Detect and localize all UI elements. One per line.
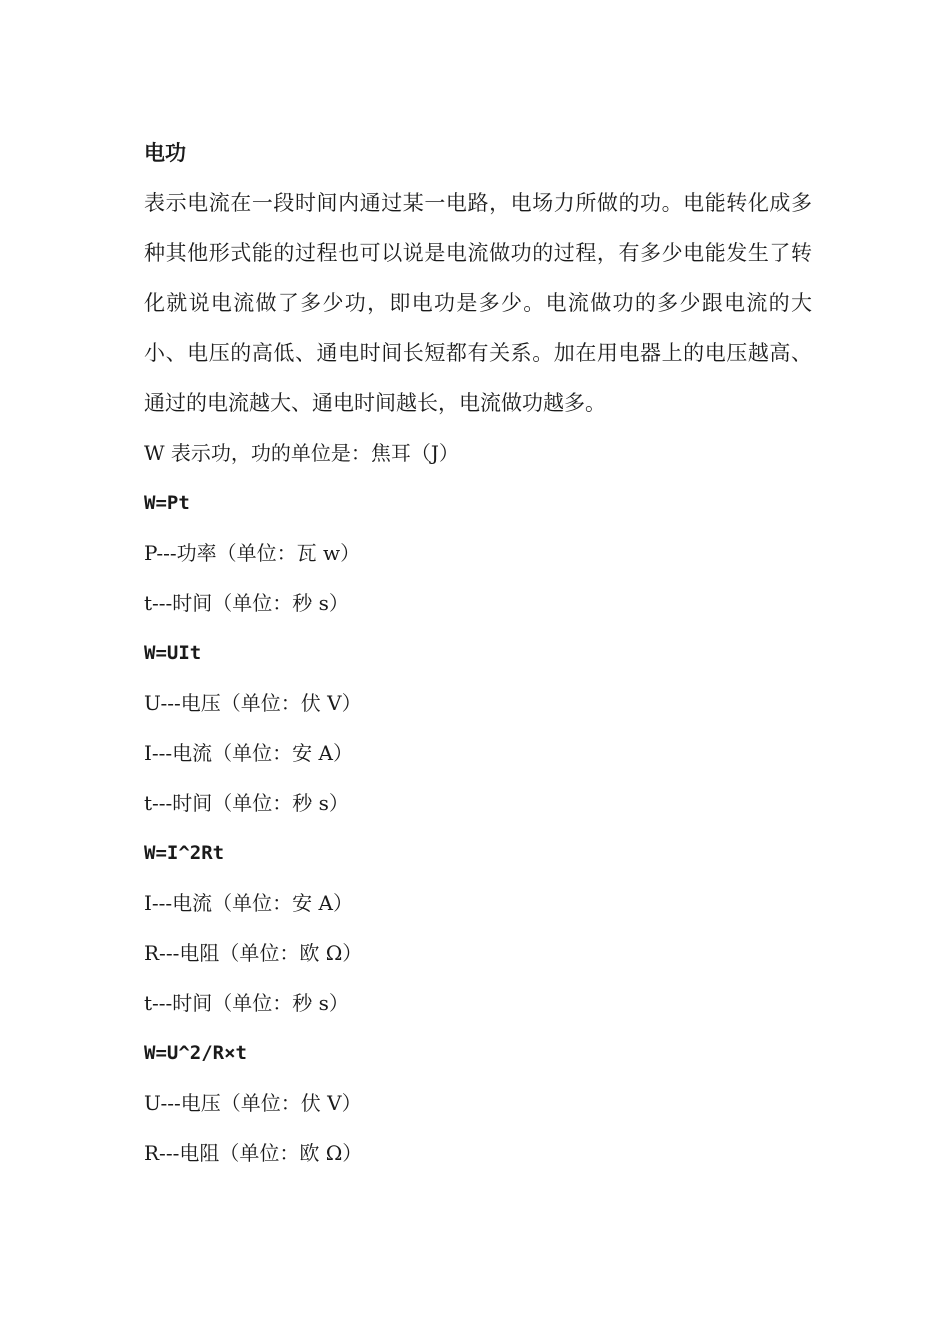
- variable-definition: t---时间（单位：秒 s）: [144, 591, 349, 615]
- variable-definition: t---时间（单位：秒 s）: [144, 791, 349, 815]
- variable-definition: t---时间（单位：秒 s）: [144, 991, 349, 1015]
- document-content: [144, 128, 812, 1178]
- section-title: 电功: [144, 140, 186, 165]
- formula-power-time: W=Pt: [144, 492, 190, 514]
- unit-definition: W 表示功，功的单位是：焦耳（J）: [144, 441, 459, 465]
- formula-voltage-squared-over-resistance: W=U^2/R×t: [144, 1042, 247, 1064]
- variable-definition: R---电阻（单位：欧 Ω）: [144, 941, 363, 965]
- variable-definition: I---电流（单位：安 A）: [144, 891, 353, 915]
- variable-definition: U---电压（单位：伏 V）: [144, 691, 362, 715]
- variable-definition: R---电阻（单位：欧 Ω）: [144, 1141, 363, 1165]
- intro-paragraph: 表示电流在一段时间内通过某一电路，电场力所做的功。电能转化成多种其他形式能的过程也可以说是电流做功的过程，有多少电能发生了转化就说电流做了多少功，即电功是多少。电流做功的多少跟电流的大小、电压的高低、通电时间长短都有关系。加在用电器上的电压越高、通过的电流越大、通电时间越长，电流做功越多。: [144, 191, 812, 415]
- variable-definition: P---功率（单位：瓦 w）: [144, 541, 361, 565]
- formula-current-squared-resistance: W=I^2Rt: [144, 842, 225, 864]
- variable-definition: I---电流（单位：安 A）: [144, 741, 353, 765]
- formula-voltage-current-time: W=UIt: [144, 642, 202, 664]
- variable-definition: U---电压（单位：伏 V）: [144, 1091, 362, 1115]
